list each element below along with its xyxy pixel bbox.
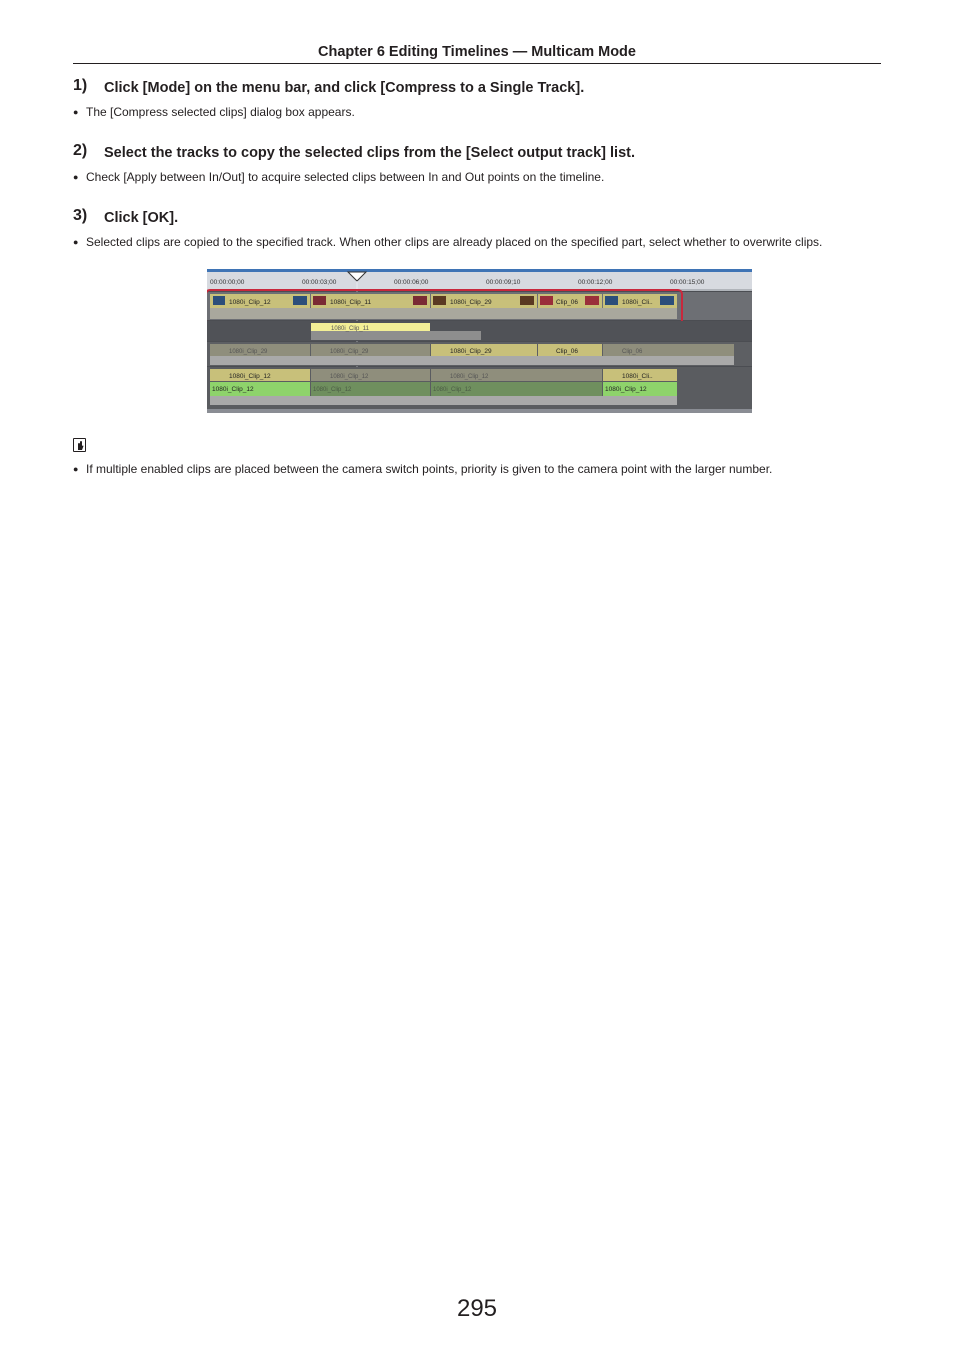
clip-label: 1080i_Cli..: [622, 299, 653, 306]
memo-icon: [73, 438, 86, 452]
step-1-bullet: [73, 104, 873, 120]
step-number: 2): [73, 142, 88, 159]
timecode: 00:00:06;00: [394, 279, 429, 286]
timecode: 00:00:09;10: [486, 279, 521, 286]
clip-label: 1080i_Clip_29: [450, 299, 492, 306]
bullet-dot: ●: [73, 237, 79, 247]
clip-label: 1080i_Clip_12: [433, 387, 472, 393]
bullet-text: Check [Apply between In/Out] to acquire selected clips between In and Out points on the timeline.: [86, 170, 605, 184]
step-3-bullet: [73, 234, 873, 250]
page-number: 295: [456, 1295, 498, 1322]
clip-label: Clip_06: [622, 349, 643, 355]
clip-label: 1080i_Clip_12: [229, 299, 271, 306]
clip-label: 1080i_Clip_12: [212, 386, 254, 393]
clip-label: 1080i_Clip_12: [229, 373, 271, 380]
timecode: 00:00:00;00: [210, 279, 245, 286]
bullet-dot: ●: [73, 107, 79, 117]
timecode: 00:00:03;00: [302, 279, 337, 286]
step-2-bullet: [73, 169, 873, 185]
clip-label: Clip_06: [556, 348, 579, 355]
clip-label: 1080i_Clip_11: [331, 326, 369, 332]
clip-label: 1080i_Clip_12: [605, 386, 647, 393]
clip-label: 1080i_Clip_29: [330, 349, 369, 355]
bullet-text: Selected clips are copied to the specified track. When other clips are already placed on the specified part, select whether to overwrite clips.: [86, 235, 823, 249]
step-text: Click [OK].: [104, 210, 179, 226]
step-3: [73, 207, 873, 226]
step-2: [73, 142, 873, 161]
timecode: 00:00:12;00: [578, 279, 613, 286]
bullet-dot: ●: [73, 172, 79, 182]
clip-label: 1080i_Clip_29: [450, 348, 492, 355]
clip-label: 1080i_Cli..: [622, 373, 653, 380]
clip-label: 1080i_Clip_12: [313, 387, 352, 393]
step-text: Click [Mode] on the menu bar, and click [Compress to a Single Track].: [104, 80, 585, 96]
note-bullet: [73, 461, 873, 477]
clip-label: 1080i_Clip_12: [330, 374, 369, 380]
bullet-text: The [Compress selected clips] dialog box appears.: [86, 105, 355, 119]
step-number: 1): [73, 77, 88, 94]
clip-label: 1080i_Clip_29: [229, 349, 268, 355]
timeline-screenshot: [207, 269, 752, 413]
bullet-text: If multiple enabled clips are placed between the camera switch points, priority is given to the camera point with the larger number.: [86, 462, 773, 476]
step-1: [73, 77, 873, 96]
timecode: 00:00:15;00: [670, 279, 705, 286]
chapter-header: Chapter 6 Editing Timelines — Multicam Mode: [73, 44, 881, 64]
clip-label: 1080i_Clip_11: [330, 299, 372, 306]
step-number: 3): [73, 207, 88, 224]
step-text: Select the tracks to copy the selected clips from the [Select output track] list.: [104, 145, 636, 161]
clip-label: Clip_06: [556, 299, 579, 306]
clip-label: 1080i_Clip_12: [450, 374, 489, 380]
bullet-dot: ●: [73, 464, 79, 474]
